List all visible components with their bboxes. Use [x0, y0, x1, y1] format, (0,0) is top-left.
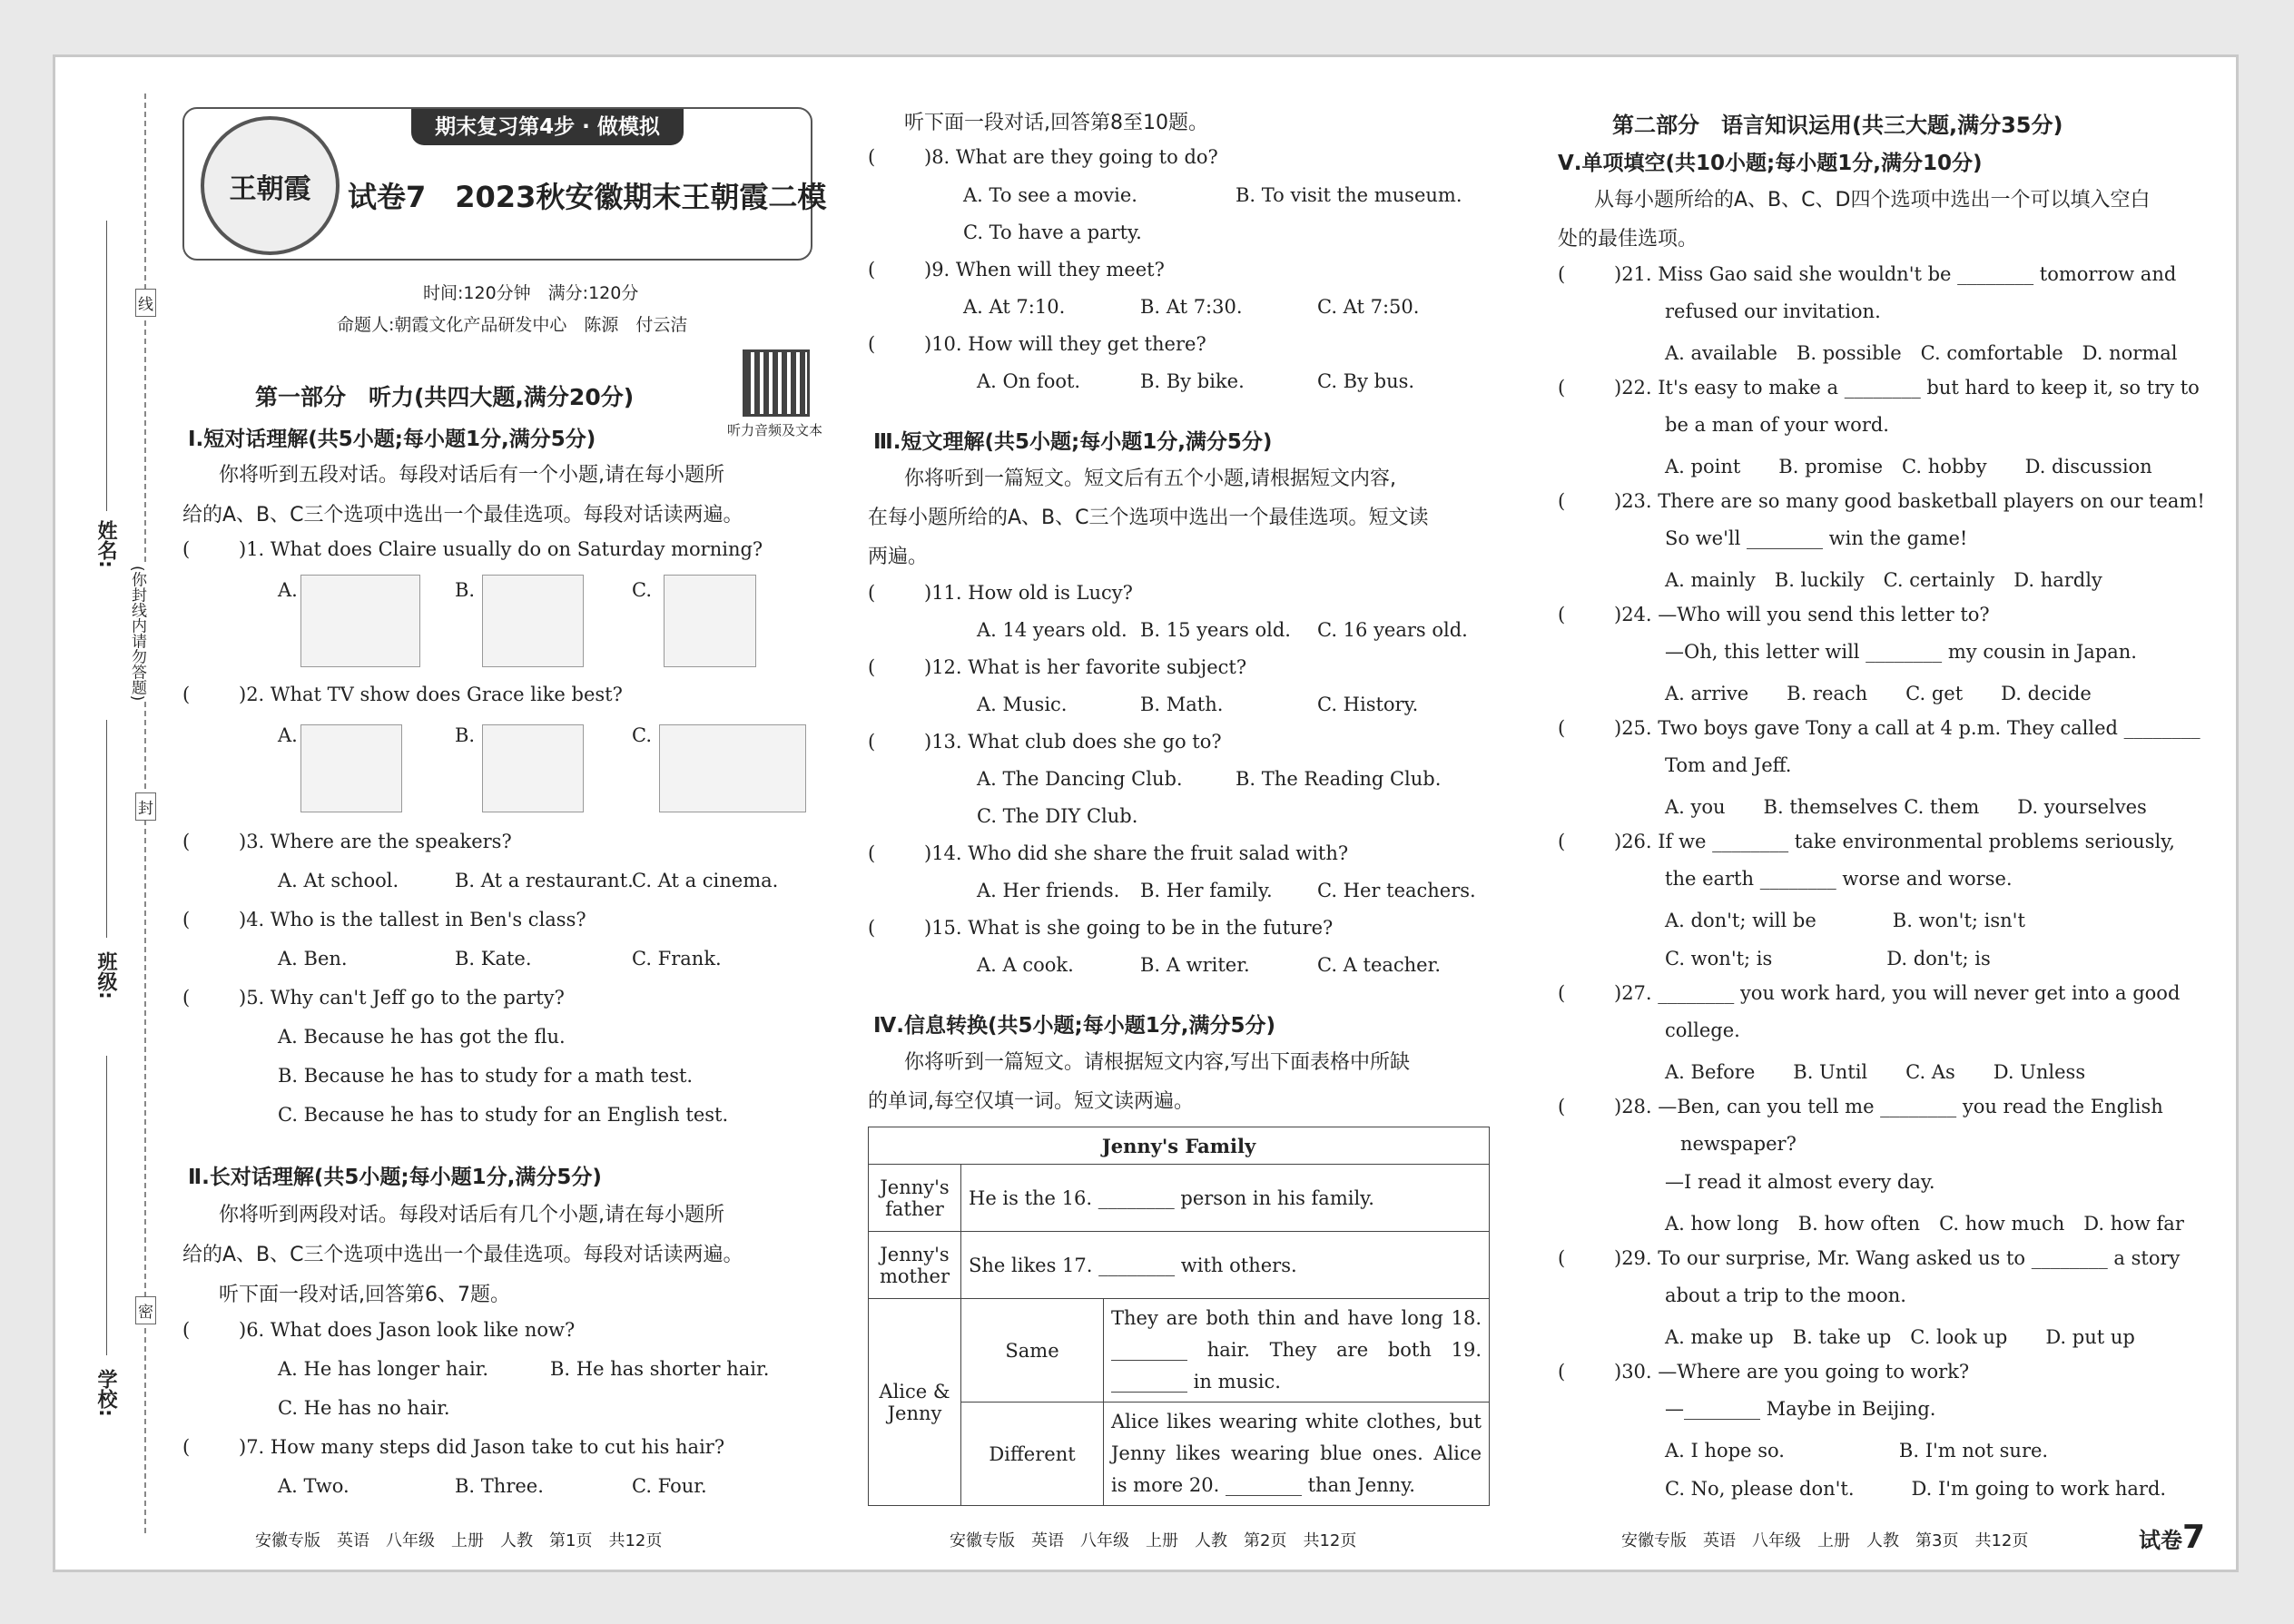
option: C. 16 years old.: [1317, 619, 1468, 641]
option: A. Two.: [278, 1475, 350, 1497]
question-11: )11. How old is Lucy?: [924, 582, 1133, 604]
question-2: )2. What TV show does Grace like best?: [239, 684, 623, 705]
picture-music-show-icon: [659, 724, 806, 812]
question-1: )1. What does Claire usually do on Saturday morning?: [239, 538, 763, 560]
question-21-cont: refused our invitation.: [1665, 300, 1881, 322]
question-23: )23. There are so many good basketball players on our team!: [1614, 490, 2205, 512]
question-27-cont: college.: [1665, 1019, 1740, 1041]
listen-8-10: 听下面一段对话,回答第8至10题。: [904, 112, 1208, 134]
option: B. A writer.: [1140, 954, 1250, 976]
column-1: [182, 57, 872, 1570]
answer-paren: (: [1558, 263, 1566, 285]
options-27: A. Before B. Until C. As D. Unless: [1665, 1061, 2086, 1083]
sec3-intro1: 你将听到一篇短文。短文后有五个小题,请根据短文内容,: [904, 468, 1396, 490]
sec1-intro1: 你将听到五段对话。每段对话后有一个小题,请在每小题所: [219, 464, 724, 487]
options-22: A. point B. promise C. hobby D. discussion: [1665, 456, 2152, 477]
answer-paren: (: [182, 1436, 191, 1458]
option: A. At school.: [278, 870, 399, 891]
answer-paren: (: [1558, 831, 1566, 852]
question-9: )9. When will they meet?: [924, 259, 1165, 281]
answer-paren: (: [868, 842, 876, 864]
different-text[interactable]: Alice likes wearing white clothes, but Jenny likes wearing blue ones. Alice is more 20. ________ than Jenny.: [1104, 1403, 1490, 1506]
option: B. Because he has to study for a math test.: [278, 1065, 694, 1087]
answer-paren: (: [182, 987, 191, 1009]
binding-strip: [55, 57, 164, 1570]
answer-paren: (: [1558, 1361, 1566, 1383]
exam-authors: 命题人:朝霞文化产品研发中心 陈源 付云洁: [337, 315, 688, 335]
option: C. The DIY Club.: [977, 805, 1138, 827]
option: A. On foot.: [977, 370, 1081, 392]
exam-sheet: [53, 54, 2239, 1572]
sec2-intro2: 给的A、B、C三个选项中选出一个最佳选项。每段对话读两遍。: [182, 1244, 743, 1266]
sec2-title: Ⅱ.长对话理解(共5小题;每小题1分,满分5分): [188, 1166, 602, 1189]
option: C. Because he has to study for an English test.: [278, 1104, 729, 1126]
option: C. A teacher.: [1317, 954, 1442, 976]
options-26a: A. don't; will be B. won't; isn't: [1665, 910, 2025, 931]
option: B. To visit the museum.: [1236, 184, 1462, 206]
opt-label: B.: [455, 724, 476, 746]
option: B. Kate.: [455, 948, 532, 969]
sec1-intro2: 给的A、B、C三个选项中选出一个最佳选项。每段对话读两遍。: [182, 504, 743, 527]
option: C. By bus.: [1317, 370, 1415, 392]
column-2: [868, 57, 1558, 1570]
answer-paren: (: [182, 538, 191, 560]
opt-label: A.: [278, 724, 298, 746]
option: B. 15 years old.: [1140, 619, 1291, 641]
school-label: 学校:: [94, 1369, 117, 1417]
answer-paren: (: [868, 146, 876, 168]
question-7: )7. How many steps did Jason take to cut his hair?: [239, 1436, 725, 1458]
logo-text: 王朝霞: [229, 172, 311, 205]
mother-text[interactable]: She likes 17. ________ with others.: [961, 1232, 1490, 1299]
option: B. At 7:30.: [1140, 296, 1243, 318]
qr-caption: 听力音频及文本: [727, 422, 823, 438]
logo: [201, 116, 340, 255]
picture-news-show-icon: [300, 724, 402, 812]
sec3-intro2: 在每小题所给的A、B、C三个选项中选出一个最佳选项。短文读: [868, 507, 1429, 529]
different-label: Different: [961, 1403, 1104, 1506]
sec1-title: Ⅰ.短对话理解(共5小题;每小题1分,满分5分): [188, 428, 596, 451]
answer-paren: (: [868, 731, 876, 753]
part1-title: 第一部分 听力(共四大题,满分20分): [255, 384, 635, 410]
question-24: )24. —Who will you send this letter to?: [1614, 604, 1990, 625]
answer-paren: (: [1558, 377, 1566, 399]
option: A. Ben.: [278, 948, 348, 969]
dense-mark: 密: [135, 1296, 156, 1324]
question-13: )13. What club does she go to?: [924, 731, 1222, 753]
answer-paren: (: [1558, 717, 1566, 739]
sec5-title: Ⅴ.单项填空(共10小题;每小题1分,满分10分): [1558, 152, 1983, 175]
question-29: )29. To our surprise, Mr. Wang asked us to ________ a story: [1614, 1247, 2181, 1269]
sec4-intro2: 的单词,每空仅填一词。短文读两遍。: [868, 1090, 1194, 1113]
picture-talk-show-icon: [482, 724, 584, 812]
option: A. A cook.: [977, 954, 1074, 976]
answer-paren: (: [868, 333, 876, 355]
option: C. At a cinema.: [632, 870, 779, 891]
question-12: )12. What is her favorite subject?: [924, 656, 1247, 678]
option: C. History.: [1317, 694, 1419, 715]
row-header-mother: Jenny's mother: [869, 1232, 961, 1299]
option: A. He has longer hair.: [278, 1358, 489, 1380]
sec4-title: Ⅳ.信息转换(共5小题;每小题1分,满分5分): [873, 1014, 1275, 1038]
options-29: A. make up B. take up C. look up D. put up: [1665, 1326, 2135, 1348]
question-29-cont: about a trip to the moon.: [1665, 1284, 1906, 1306]
option: A. Music.: [977, 694, 1068, 715]
question-28-cont: newspaper?: [1680, 1133, 1797, 1155]
exam-title: 试卷7 2023秋安徽期末王朝霞二模: [348, 180, 827, 214]
same-text[interactable]: They are both thin and have long 18. ________ hair. They are both 19. ________ in music.: [1104, 1299, 1490, 1403]
sec5-intro2: 处的最佳选项。: [1558, 228, 1698, 251]
question-30: )30. —Where are you going to work?: [1614, 1361, 1970, 1383]
options-23: A. mainly B. luckily C. certainly D. hardly: [1665, 569, 2102, 591]
answer-paren: (: [1558, 490, 1566, 512]
answer-paren: (: [182, 684, 191, 705]
question-5: )5. Why can't Jeff go to the party?: [239, 987, 565, 1009]
question-14: )14. Who did she share the fruit salad with?: [924, 842, 1349, 864]
question-28-reply: —I read it almost every day.: [1665, 1171, 1935, 1193]
opt-label: B.: [455, 579, 476, 601]
part2-title: 第二部分 语言知识运用(共三大题,满分35分): [1612, 113, 2063, 138]
question-8: )8. What are they going to do?: [924, 146, 1218, 168]
question-6: )6. What does Jason look like now?: [239, 1319, 576, 1341]
question-25-cont: Tom and Jeff.: [1665, 754, 1792, 776]
question-27: )27. ________ you work hard, you will never get into a good: [1614, 982, 2181, 1004]
answer-paren: (: [1558, 604, 1566, 625]
option: B. Math.: [1140, 694, 1224, 715]
option: B. Her family.: [1140, 880, 1273, 901]
option: A. To see a movie.: [963, 184, 1137, 206]
option: A. The Dancing Club.: [977, 768, 1183, 790]
column-3: [1558, 57, 2248, 1570]
answer-paren: (: [1558, 982, 1566, 1004]
question-22-cont: be a man of your word.: [1665, 414, 1889, 436]
row-header-father: Jenny's father: [869, 1165, 961, 1232]
answer-paren: (: [868, 656, 876, 678]
option: B. The Reading Club.: [1236, 768, 1442, 790]
question-25: )25. Two boys gave Tony a call at 4 p.m. They called ________: [1614, 717, 2200, 739]
listen-6-7: 听下面一段对话,回答第6、7题。: [219, 1284, 510, 1306]
qr-code: [745, 352, 807, 414]
question-10: )10. How will they get there?: [924, 333, 1206, 355]
answer-paren: (: [868, 259, 876, 281]
class-label: 班级:: [94, 951, 117, 999]
options-28: A. how long B. how often C. how much D. how far: [1665, 1213, 2184, 1235]
options-30b: C. No, please don't. D. I'm going to work hard.: [1665, 1478, 2167, 1500]
question-28: )28. —Ben, can you tell me ________ you read the English: [1614, 1096, 2163, 1117]
question-26: )26. If we ________ take environmental problems seriously,: [1614, 831, 2175, 852]
sec5-intro1: 从每小题所给的A、B、C、D四个选项中选出一个可以填入空白: [1594, 189, 2151, 212]
options-26b: C. won't; is D. don't; is: [1665, 948, 1991, 969]
option: C. At 7:50.: [1317, 296, 1420, 318]
question-15: )15. What is she going to be in the future?: [924, 917, 1334, 939]
option: B. At a restaurant.: [455, 870, 634, 891]
options-25: A. you B. themselves C. them D. yourselves: [1665, 796, 2147, 818]
paper-tag-number: 7: [2182, 1519, 2206, 1556]
option: A. Her friends.: [977, 880, 1120, 901]
question-24-cont: —Oh, this letter will ________ my cousin in Japan.: [1665, 641, 2137, 663]
answer-paren: (: [1558, 1096, 1566, 1117]
table-title: Jenny's Family: [869, 1127, 1490, 1165]
paper-tag-label: 试卷: [2139, 1528, 2182, 1553]
footer-page-3: 安徽专版 英语 八年级 上册 人教 第3页 共12页: [1621, 1531, 2029, 1550]
answer-paren: (: [868, 582, 876, 604]
question-26-cont: the earth ________ worse and worse.: [1665, 868, 2013, 890]
step-banner: 期末复习第4步 · 做模拟: [411, 109, 684, 145]
question-22: )22. It's easy to make a ________ but hard to keep it, so try to: [1614, 377, 2200, 399]
sec2-intro1: 你将听到两段对话。每段对话后有几个小题,请在每小题所: [219, 1204, 724, 1226]
answer-paren: (: [182, 1319, 191, 1341]
question-21: )21. Miss Gao said she wouldn't be ________ tomorrow and: [1614, 263, 2177, 285]
option: A. At 7:10.: [963, 296, 1066, 318]
jenny-family-table: [868, 1127, 1490, 1506]
opt-label: C.: [632, 579, 652, 601]
option: B. He has shorter hair.: [550, 1358, 770, 1380]
father-text[interactable]: He is the 16. ________ person in his family.: [961, 1165, 1490, 1232]
question-30-cont: —________ Maybe in Beijing.: [1665, 1398, 1936, 1420]
name-label: 姓名:: [94, 520, 117, 568]
option: C. Four.: [632, 1475, 707, 1497]
question-3: )3. Where are the speakers?: [239, 831, 512, 852]
question-23-cont: So we'll ________ win the game!: [1665, 527, 1968, 549]
footer-page-2: 安徽专版 英语 八年级 上册 人教 第2页 共12页: [950, 1531, 1357, 1550]
paper-tag: [2139, 1519, 2205, 1556]
option: A. Because he has got the flu.: [278, 1026, 566, 1048]
option: C. Frank.: [632, 948, 722, 969]
option: C. To have a party.: [963, 221, 1142, 243]
options-21: A. available B. possible C. comfortable D. normal: [1665, 342, 2178, 364]
opt-label: A.: [278, 579, 298, 601]
option: B. By bike.: [1140, 370, 1245, 392]
binding-note: (你封线内请勿答题): [126, 566, 149, 701]
opt-label: C.: [632, 724, 652, 746]
seal-mark: 封: [135, 792, 156, 821]
header-box: [182, 107, 827, 261]
picture-girl-studying-icon: [482, 575, 584, 667]
option: C. Her teachers.: [1317, 880, 1476, 901]
sec4-intro1: 你将听到一篇短文。请根据短文内容,写出下面表格中所缺: [904, 1051, 1410, 1074]
sec3-title: Ⅲ.短文理解(共5小题;每小题1分,满分5分): [873, 430, 1273, 454]
line-mark: 线: [135, 289, 156, 317]
picture-girl-watching-tv-icon: [300, 575, 420, 667]
option: C. He has no hair.: [278, 1397, 450, 1419]
answer-paren: (: [1558, 1247, 1566, 1269]
picture-girl-cleaning-icon: [664, 575, 756, 667]
same-label: Same: [961, 1299, 1104, 1403]
answer-paren: (: [868, 917, 876, 939]
options-30a: A. I hope so. B. I'm not sure.: [1665, 1440, 2049, 1462]
option: B. Three.: [455, 1475, 544, 1497]
exam-time: 时间:120分钟 满分:120分: [423, 283, 639, 303]
answer-paren: (: [182, 831, 191, 852]
question-4: )4. Who is the tallest in Ben's class?: [239, 909, 586, 930]
answer-paren: (: [182, 909, 191, 930]
option: A. 14 years old.: [977, 619, 1127, 641]
options-24: A. arrive B. reach C. get D. decide: [1665, 683, 2092, 704]
row-header-alice-jenny: Alice & Jenny: [869, 1299, 961, 1506]
sec3-intro3: 两遍。: [868, 546, 929, 568]
footer-page-1: 安徽专版 英语 八年级 上册 人教 第1页 共12页: [255, 1531, 663, 1550]
